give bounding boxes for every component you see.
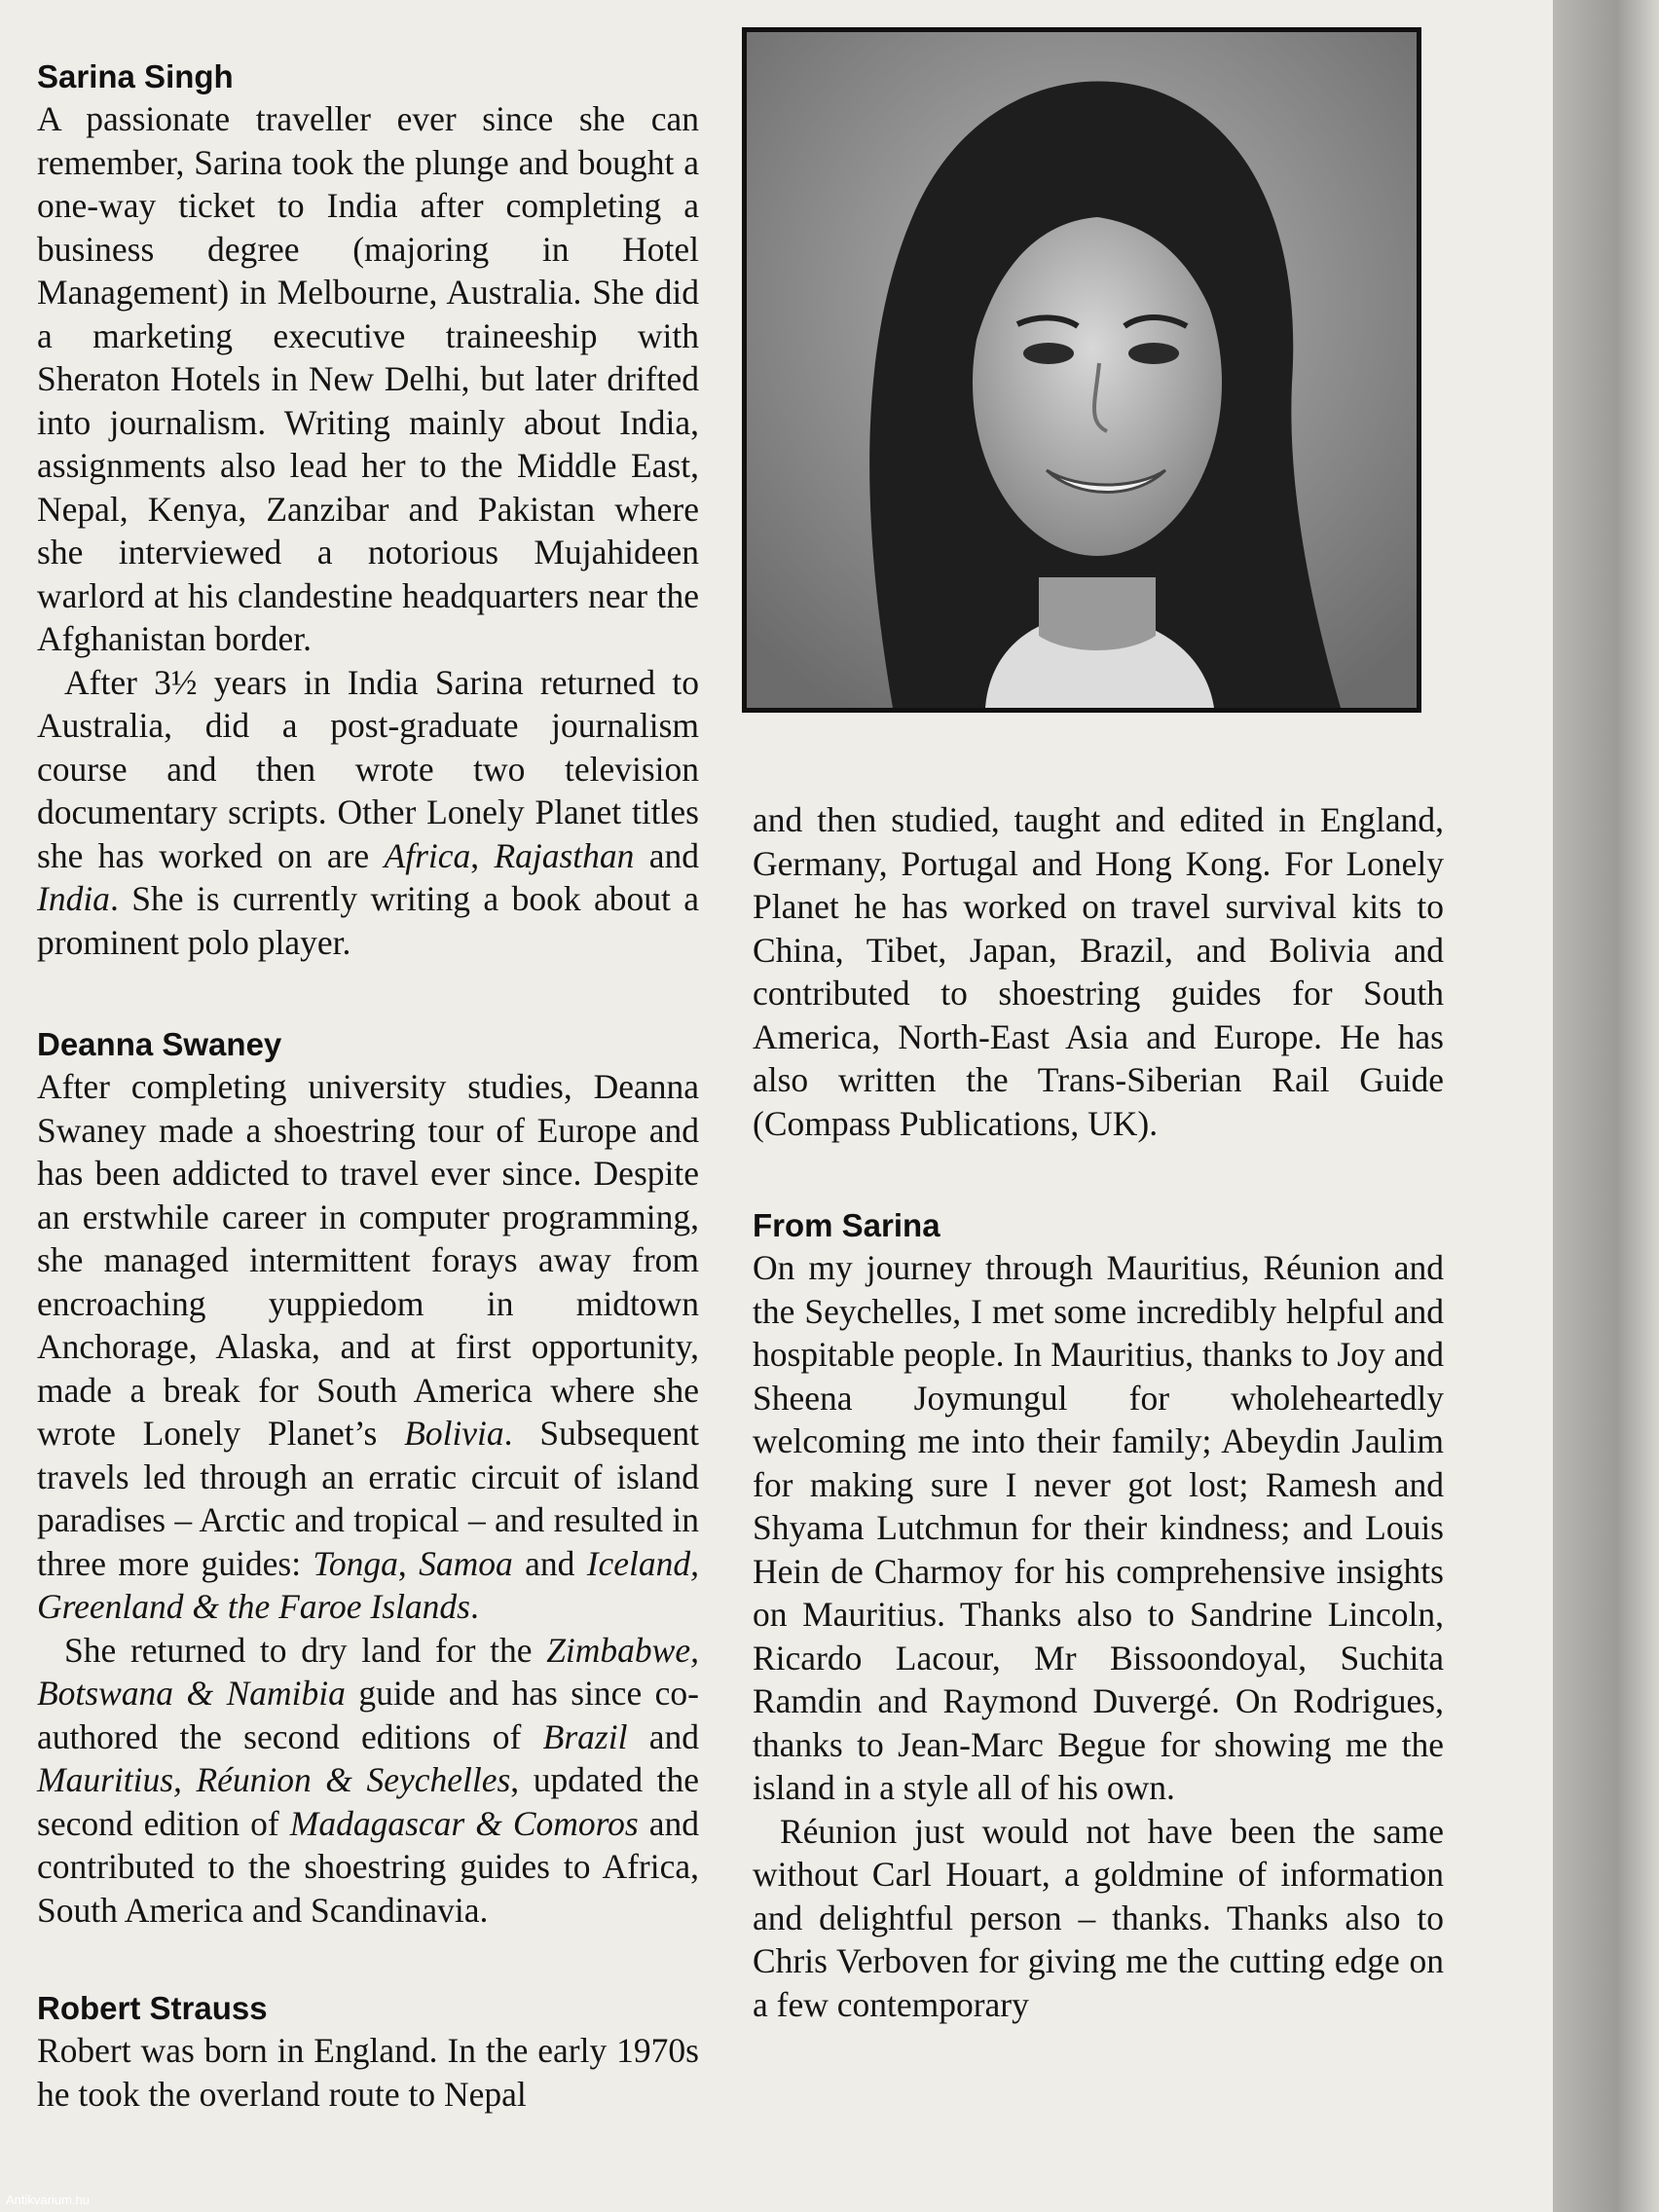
robert-bio-paragraph-continued: and then studied, taught and edited in England, Germany, Portugal and Hong Kong. For Lonely Planet he has worked on travel survival kits to China, Tibet, Japan, Brazil, and Bolivia and contributed to shoestring guides for South America, North-East Asia and Europe. He has also written the Trans-Siberian Rail Guide (Compass Publications, UK). bbox=[753, 800, 1444, 1143]
author-heading-robert: Robert Strauss bbox=[37, 1990, 268, 2026]
section-heading-from-sarina: From Sarina bbox=[753, 1207, 940, 1243]
right-column bbox=[753, 798, 1444, 2026]
robert-bio-paragraph-start: Robert was born in England. In the early 1970s he took the overland route to Nepal bbox=[37, 2031, 699, 2114]
sarina-bio-paragraph-2: After 3½ years in India Sarina returned to Australia, did a post-graduate journalism course and then wrote two television documentary scripts. Other Lonely Planet titles she has worked on are Africa, Rajasthan and India. She is currently writing a book about a prominent polo player. bbox=[37, 662, 699, 962]
portrait-illustration bbox=[747, 32, 1417, 708]
deanna-bio-paragraph-2: She returned to dry land for the Zimbabwe, Botswana & Namibia guide and has since co-authored the second editions of Brazil and Mauritius, Réunion & Seychelles, updated the second edition of Madagascar & Comoros and contributed to the shoestring guides to Africa, South America and Scandinavia. bbox=[37, 1630, 700, 1930]
author-heading-deanna: Deanna Swaney bbox=[37, 1026, 282, 1062]
left-column bbox=[37, 58, 699, 2116]
deanna-bio-paragraph-1: After completing university studies, Deanna Swaney made a shoestring tour of Europe and has been addicted to travel ever since. Despite an erstwhile career in computer programming, she managed intermittent forays away from encroaching yuppiedom in midtown Anchorage, Alaska, and at first opportunity, made a break for South America where she wrote Lonely Planet’s Bolivia. Subsequent travels led through an erratic circuit of island paradises – Arctic and tropical – and resulted in three more guides: Tonga, Samoa and Iceland, Greenland & the Faroe Islands. bbox=[37, 1067, 700, 1626]
from-sarina-paragraph-1: On my journey through Mauritius, Réunion and the Seychelles, I met some incredibly helpful and hospitable people. In Mauritius, thanks to Joy and Sheena Joymungul for wholeheartedly welcoming me into their family; Abeydin Jaulim for making sure I never got lost; Ramesh and Shyama Lutchmun for their kindness; and Louis Hein de Charmoy for his comprehensive insights on Mauritius. Thanks also to Sandrine Lincoln, Ricardo Lacour, Mr Bissoondoyal, Suchita Ramdin and Raymond Duvergé. On Rodrigues, thanks to Jean-Marc Begue for showing me the island in a style all of his own. bbox=[753, 1248, 1444, 1807]
author-heading-sarina: Sarina Singh bbox=[37, 58, 234, 94]
author-photo bbox=[742, 27, 1421, 713]
book-spine-shadow bbox=[1553, 0, 1659, 2212]
watermark: Antikvarium.hu bbox=[6, 2193, 90, 2207]
sarina-bio-paragraph-1: A passionate traveller ever since she can remember, Sarina took the plunge and bought a one-way ticket to India after completing a business degree (majoring in Hotel Management) in Melbourne, Australia. She did a marketing executive traineeship with Sheraton Hotels in New Delhi, but later drifted into journalism. Writing mainly about India, assignments also lead her to the Middle East, Nepal, Kenya, Zanzibar and Pakistan where she interviewed a notorious Mujahideen warlord at his clandestine headquarters near the Afghanistan border. bbox=[37, 99, 699, 658]
from-sarina-paragraph-2: Réunion just would not have been the same without Carl Houart, a goldmine of information and delightful person – thanks. Thanks also to Chris Verboven for giving me the cutting edge on a few contemporary bbox=[753, 1811, 1444, 2024]
